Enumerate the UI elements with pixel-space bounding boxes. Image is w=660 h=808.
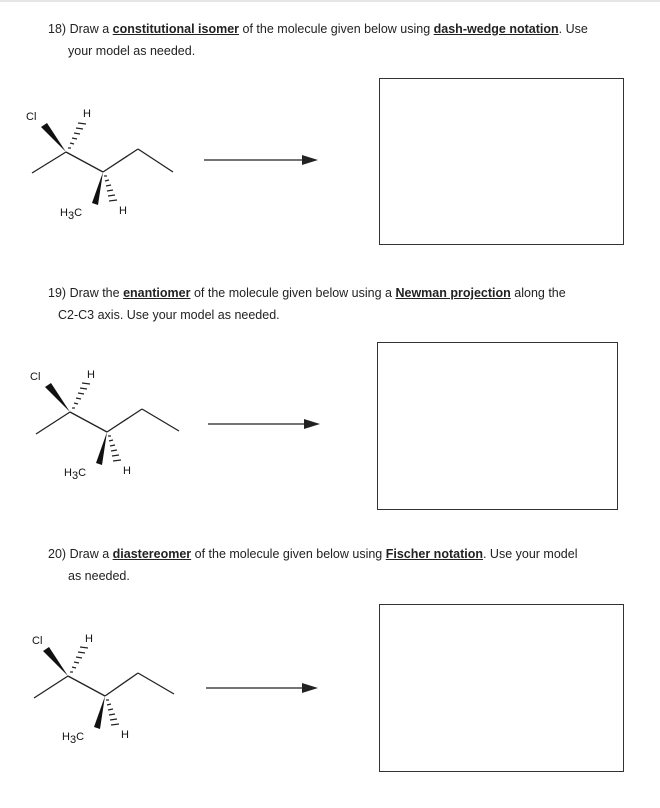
chlorine-label: Cl	[26, 111, 37, 123]
hydrogen-label: H	[121, 729, 129, 741]
question-number: 20)	[48, 547, 67, 561]
methyl-label: H3C	[64, 467, 87, 482]
dash-bond	[108, 436, 121, 461]
question-number: 18)	[48, 22, 67, 36]
key-term: Fischer notation	[385, 547, 483, 561]
question-text: of the molecule given below using	[242, 22, 431, 36]
answer-box-19[interactable]	[377, 342, 618, 510]
molecule-diagram-20	[24, 628, 204, 753]
dash-bond	[70, 647, 88, 672]
hydrogen-label: H	[85, 633, 93, 645]
methyl-label: H3C	[62, 731, 85, 746]
hydrogen-label: H	[83, 108, 91, 120]
question-text: Draw a	[69, 547, 110, 561]
question-20	[48, 543, 648, 587]
reaction-arrow	[208, 416, 328, 432]
key-term: constitutional isomer	[112, 22, 240, 36]
dash-bond	[68, 123, 86, 148]
hydrogen-label: H	[87, 369, 95, 381]
key-term: dash-wedge notation	[433, 22, 559, 36]
wedge-bond	[41, 123, 66, 152]
question-text: along the	[514, 286, 566, 300]
dash-bond	[72, 383, 90, 408]
key-term: enantiomer	[123, 286, 191, 300]
question-text: your model as needed.	[68, 44, 196, 58]
question-18	[48, 18, 638, 62]
question-number: 19)	[48, 286, 67, 300]
chlorine-label: Cl	[30, 371, 41, 383]
methyl-label: H3C	[60, 207, 83, 222]
chlorine-label: Cl	[32, 635, 43, 647]
molecule-diagram-18	[20, 100, 200, 225]
question-text: of the molecule given below using a	[193, 286, 392, 300]
question-text: . Use	[558, 22, 588, 36]
question-text: . Use your model	[482, 547, 578, 561]
question-text: of the molecule given below using	[194, 547, 383, 561]
question-19	[48, 282, 638, 326]
wedge-bond	[45, 383, 70, 412]
dash-bond	[104, 176, 117, 201]
molecule-diagram-19	[24, 364, 204, 489]
key-term: Newman projection	[395, 286, 511, 300]
wedge-bond	[92, 172, 103, 205]
reaction-arrow	[204, 152, 324, 168]
question-text: Draw the	[69, 286, 120, 300]
hydrogen-label: H	[119, 205, 127, 217]
answer-box-20[interactable]	[379, 604, 624, 772]
question-text: Draw a	[69, 22, 110, 36]
answer-box-18[interactable]	[379, 78, 624, 245]
dash-bond	[106, 700, 119, 725]
wedge-bond	[96, 432, 107, 465]
question-text: as needed.	[68, 569, 130, 583]
key-term: diastereomer	[112, 547, 192, 561]
reaction-arrow	[206, 680, 326, 696]
top-rule	[0, 0, 660, 2]
wedge-bond	[94, 696, 105, 729]
wedge-bond	[43, 647, 68, 676]
hydrogen-label: H	[123, 465, 131, 477]
question-text: C2-C3 axis. Use your model as needed.	[58, 308, 280, 322]
